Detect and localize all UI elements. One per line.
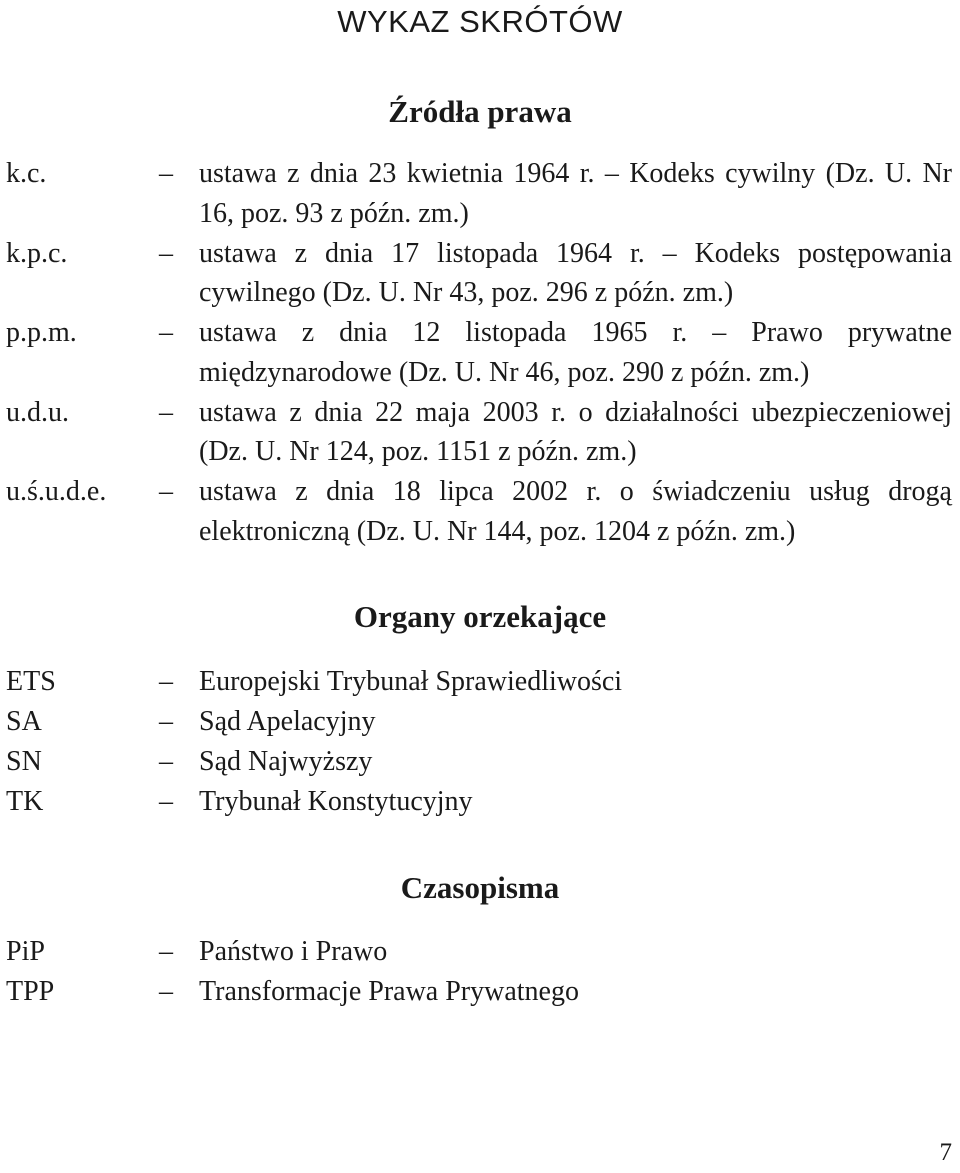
abbreviation-entry: [6, 313, 956, 392]
abbreviation: u.ś.u.d.e.: [6, 476, 107, 507]
abbreviation-entry: [6, 662, 956, 702]
abbreviation-entry: [6, 972, 956, 1012]
definition: Europejski Trybunał Sprawiedliwości: [199, 666, 623, 697]
adjudicating-bodies-list: [6, 662, 956, 822]
dash: –: [159, 706, 173, 737]
sources-of-law-list: [6, 154, 956, 552]
abbreviation: SN: [6, 746, 42, 777]
dash: –: [159, 317, 173, 348]
dash: –: [159, 158, 173, 189]
abbreviation: TK: [6, 786, 44, 817]
definition: Sąd Najwyższy: [199, 746, 373, 777]
abbreviation: p.p.m.: [6, 317, 77, 348]
abbreviation-entry: [6, 234, 956, 313]
dash: –: [159, 936, 173, 967]
section-heading-sources-of-law: Źródła prawa: [388, 94, 572, 129]
abbreviation: u.d.u.: [6, 396, 69, 428]
abbreviation-entry: [6, 782, 956, 822]
definition: ustawa z dnia 12 listopada 1965 r. – Prawo prywatne międzynarodowe (Dz. U. Nr 46, poz. 290 z późn. zm.): [199, 317, 952, 388]
dash: –: [159, 237, 173, 269]
abbreviation-entry: [6, 932, 956, 972]
definition: Trybunał Konstytucyjny: [199, 786, 473, 817]
dash: –: [159, 396, 173, 428]
dash: –: [159, 476, 173, 507]
abbreviation-entry: [6, 702, 956, 742]
dash: –: [159, 666, 173, 697]
definition: ustawa z dnia 23 kwietnia 1964 r. – Kodeks cywilny (Dz. U. Nr 16, poz. 93 z późn. zm.): [199, 158, 952, 229]
definition: ustawa z dnia 18 lipca 2002 r. o świadczeniu usług drogą elektroniczną (Dz. U. Nr 144, poz. 1204 z późn. zm.): [199, 476, 952, 547]
section-heading-journals: Czasopisma: [400, 870, 560, 905]
journals-list: [6, 932, 956, 1012]
abbreviation: k.p.c.: [6, 237, 68, 269]
abbreviation: ETS: [6, 666, 56, 697]
definition: ustawa z dnia 17 listopada 1964 r. – Kodeks postępowania cywilnego (Dz. U. Nr 43, poz. 296 z późn. zm.): [199, 237, 952, 308]
definition: Sąd Apelacyjny: [199, 706, 376, 737]
abbreviation: k.c.: [6, 158, 47, 189]
abbreviation: SA: [6, 706, 42, 737]
dash: –: [159, 786, 173, 817]
abbreviation-entry: [6, 393, 956, 472]
definition: Transformacje Prawa Prywatnego: [199, 976, 579, 1007]
abbreviation: TPP: [6, 976, 55, 1007]
abbreviation-entry: [6, 472, 956, 551]
dash: –: [159, 976, 173, 1007]
page-title: WYKAZ SKRÓTÓW: [337, 4, 623, 39]
page-number: 7: [939, 1139, 952, 1166]
abbreviation: PiP: [6, 936, 45, 967]
definition: Państwo i Prawo: [199, 936, 388, 967]
abbreviation-entry: [6, 154, 956, 233]
section-heading-adjudicating-bodies: Organy orzekające: [353, 599, 607, 634]
abbreviation-entry: [6, 742, 956, 782]
dash: –: [159, 746, 173, 777]
definition: ustawa z dnia 22 maja 2003 r. o działalności ubezpieczeniowej (Dz. U. Nr 124, poz. 1151 z późn. zm.): [199, 396, 952, 467]
